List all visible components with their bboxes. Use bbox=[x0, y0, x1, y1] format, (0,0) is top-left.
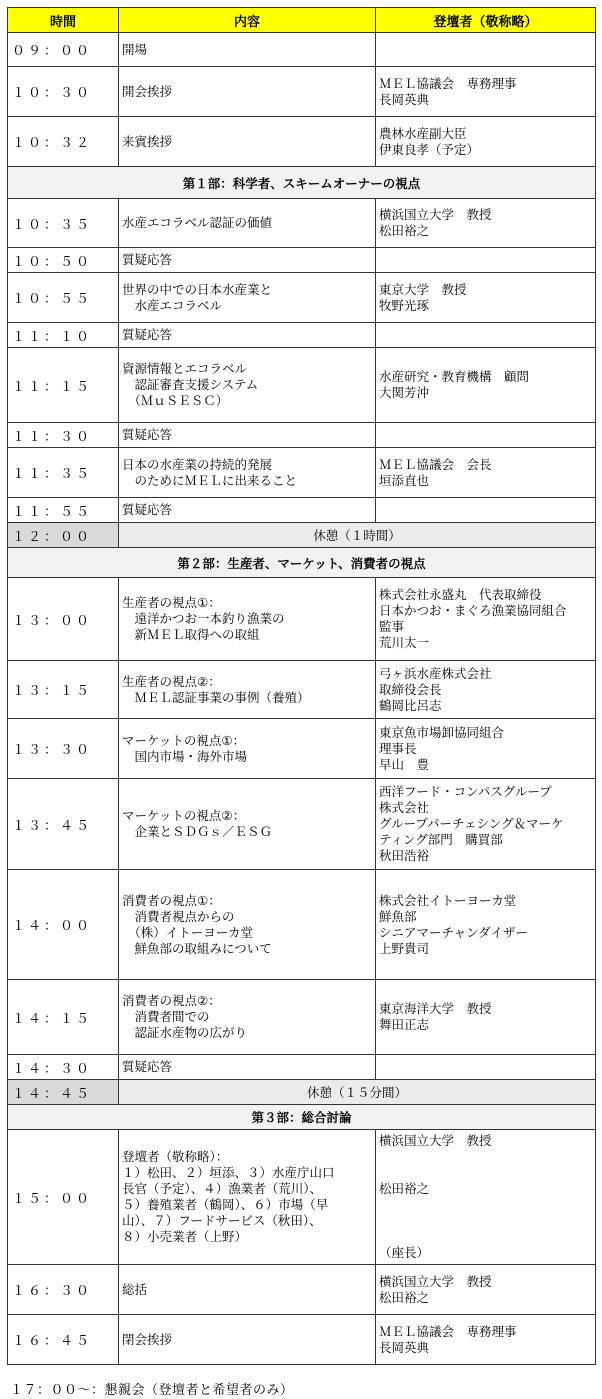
content-cell bbox=[119, 248, 376, 273]
speaker-line: ＭＥＬ協議会 専務理事 bbox=[379, 75, 517, 91]
schedule-row bbox=[8, 1130, 596, 1265]
time-cell: １０：３５ bbox=[8, 199, 119, 248]
schedule-row bbox=[8, 498, 596, 523]
speaker-cell bbox=[376, 1055, 596, 1080]
speaker-cell bbox=[376, 1130, 596, 1265]
content-cell bbox=[119, 199, 376, 248]
schedule-row bbox=[8, 199, 596, 248]
speaker-line: 秋田浩裕 bbox=[379, 848, 430, 863]
content-line: マーケットの視点①： bbox=[122, 732, 246, 748]
schedule-row bbox=[8, 980, 596, 1055]
schedule-row bbox=[8, 348, 596, 423]
content-cell bbox=[119, 980, 376, 1055]
content-cell bbox=[119, 1055, 376, 1080]
content-line: 鮮魚部の取組みについて bbox=[122, 940, 272, 956]
speaker-line: 長岡英典 bbox=[379, 1339, 430, 1355]
speaker-cell bbox=[376, 498, 596, 523]
speaker-line: 株式会社イトーヨーカ堂 bbox=[379, 892, 517, 908]
schedule-row bbox=[8, 323, 596, 348]
header-time: 時間 bbox=[8, 8, 119, 33]
content-cell bbox=[119, 1130, 376, 1265]
schedule-row bbox=[8, 248, 596, 273]
content-cell bbox=[119, 1265, 376, 1315]
content-line: 企業とＳＤＧｓ／ＥＳＧ bbox=[122, 824, 273, 839]
speaker-line: 日本かつお・まぐろ漁業協同組合 bbox=[379, 603, 567, 618]
content-cell bbox=[119, 348, 376, 423]
content-line: 国内市場・海外市場 bbox=[122, 748, 248, 764]
schedule-row bbox=[8, 67, 596, 117]
schedule-row bbox=[8, 661, 596, 719]
time-cell: １６：４５ bbox=[8, 1315, 119, 1365]
time-cell: １０：５０ bbox=[8, 248, 119, 273]
time-cell: １４：１５ bbox=[8, 980, 119, 1055]
content-line: 生産者の視点①： bbox=[122, 595, 221, 610]
speaker-line: 東京海洋大学 教授 bbox=[379, 1001, 492, 1016]
content-cell bbox=[119, 719, 376, 779]
content-cell bbox=[119, 323, 376, 348]
speaker-line: 弓ヶ浜水産株式会社 bbox=[379, 665, 492, 681]
speaker-cell bbox=[376, 661, 596, 719]
content-cell bbox=[119, 578, 376, 661]
time-cell: １２：００ bbox=[8, 523, 119, 548]
footer-note: １７：００～：懇親会（登壇者と希望者のみ） bbox=[10, 1383, 294, 1398]
speaker-cell bbox=[376, 199, 596, 248]
time-cell: １０：５５ bbox=[8, 273, 119, 323]
content-line: 生産者の視点②： bbox=[122, 673, 221, 689]
content-line: 遠洋かつお一本釣り漁業の bbox=[122, 611, 285, 626]
time-cell: １４：３０ bbox=[8, 1055, 119, 1080]
time-cell: １６：３０ bbox=[8, 1265, 119, 1315]
speaker-cell bbox=[376, 448, 596, 498]
content-line: 世界の中での日本水産業と bbox=[122, 281, 273, 297]
speaker-line: 株式会社永盛丸 代表取締役 bbox=[379, 587, 542, 602]
speaker-line: 株式会社 bbox=[379, 800, 430, 815]
content-cell bbox=[119, 448, 376, 498]
content-line: 消費者視点からの bbox=[122, 908, 235, 924]
content-line: 水産エコラベル bbox=[122, 297, 223, 313]
speaker-line: 水産研究・教育機構 顧問 bbox=[379, 369, 530, 384]
content-cell bbox=[119, 423, 376, 448]
content-line: のためにＭＥＬに出来ること bbox=[122, 472, 298, 488]
speaker-cell bbox=[376, 33, 596, 67]
break-row bbox=[8, 1080, 596, 1105]
speaker-cell bbox=[376, 67, 596, 117]
speaker-line: 横浜国立大学 教授 bbox=[379, 207, 492, 222]
content-line: 認証審査支援システム bbox=[122, 377, 259, 392]
time-cell: １１：３５ bbox=[8, 448, 119, 498]
speaker-line: シニアマーチャンダイザー bbox=[379, 924, 528, 940]
time-cell: １１：３０ bbox=[8, 423, 119, 448]
break-label: 休憩（１時間） bbox=[119, 523, 596, 548]
schedule-row bbox=[8, 33, 596, 67]
header-content: 内容 bbox=[119, 8, 376, 33]
speaker-line: 松田裕之 bbox=[379, 1289, 430, 1305]
speaker-cell bbox=[376, 980, 596, 1055]
speaker-line: 牧野光琢 bbox=[379, 297, 430, 313]
speaker-line bbox=[379, 1165, 595, 1181]
speaker-line bbox=[379, 1213, 595, 1229]
speaker-line: 横浜国立大学 教授 bbox=[379, 1273, 492, 1289]
speaker-cell bbox=[376, 248, 596, 273]
schedule-row bbox=[8, 117, 596, 167]
speaker-line: 横浜国立大学 教授 bbox=[379, 1133, 492, 1148]
speaker-line: 垣添直也 bbox=[379, 472, 430, 488]
schedule-row bbox=[8, 1315, 596, 1365]
content-line: 新ＭＥＬ取得への取組 bbox=[122, 627, 260, 642]
content-line: 来賓挨拶 bbox=[122, 133, 173, 149]
content-cell bbox=[119, 661, 376, 719]
speaker-line: 長岡英典 bbox=[379, 91, 430, 107]
speaker-cell bbox=[376, 323, 596, 348]
schedule-body bbox=[8, 33, 596, 1365]
schedule-table bbox=[7, 7, 596, 1365]
time-cell: １４：４５ bbox=[8, 1080, 119, 1105]
content-cell bbox=[119, 498, 376, 523]
content-line: 消費者の視点②： bbox=[122, 993, 221, 1008]
speaker-line: 鮮魚部 bbox=[379, 908, 417, 924]
speaker-line bbox=[379, 1149, 595, 1165]
content-cell bbox=[119, 33, 376, 67]
content-line: 開会挨拶 bbox=[122, 83, 173, 99]
content-cell bbox=[119, 273, 376, 323]
content-line: 山）、７）フードサービス（秋田）、 bbox=[122, 1213, 322, 1228]
time-cell: ０９：００ bbox=[8, 33, 119, 67]
section-title: 第２部：生産者、マーケット、消費者の視点 bbox=[8, 548, 596, 578]
speaker-cell bbox=[376, 578, 596, 661]
speaker-cell bbox=[376, 1265, 596, 1315]
section-header-row bbox=[8, 1105, 596, 1130]
speaker-line: 早山 豊 bbox=[379, 756, 430, 772]
content-line: （ＭｕＳＥＳＣ） bbox=[122, 393, 229, 408]
section-header-row bbox=[8, 548, 596, 578]
speaker-line: グループパーチェシング＆マーケ bbox=[379, 816, 564, 831]
speaker-line: 松田裕之 bbox=[379, 1181, 430, 1196]
content-line: 閉会挨拶 bbox=[122, 1331, 173, 1347]
schedule-row bbox=[8, 1265, 596, 1315]
header-row bbox=[8, 8, 596, 33]
speaker-line: 荒川太一 bbox=[379, 635, 430, 650]
schedule-row bbox=[8, 448, 596, 498]
header-speakers: 登壇者（敬称略） bbox=[376, 8, 596, 33]
content-line: ５）養殖業者（鶴岡）、６）市場（早 bbox=[122, 1197, 329, 1212]
content-line: 質疑応答 bbox=[122, 327, 173, 342]
speaker-line: 監事 bbox=[379, 619, 405, 634]
speaker-cell bbox=[376, 1315, 596, 1365]
speaker-line: （座長） bbox=[379, 1245, 430, 1260]
speaker-cell bbox=[376, 348, 596, 423]
schedule-row bbox=[8, 578, 596, 661]
content-line: 消費者間での bbox=[122, 1009, 210, 1024]
break-label: 休憩（１５分間） bbox=[119, 1080, 596, 1105]
content-line: 質疑応答 bbox=[122, 1059, 173, 1074]
time-cell: １４：００ bbox=[8, 870, 119, 980]
time-cell: １１：５５ bbox=[8, 498, 119, 523]
speaker-line bbox=[379, 1197, 595, 1213]
speaker-line: 大関芳沖 bbox=[379, 385, 430, 400]
content-line: ＭＥＬ認証事業の事例（養殖） bbox=[122, 689, 310, 705]
speaker-line: 伊東良孝（予定） bbox=[379, 141, 480, 157]
content-line: 資源情報とエコラベル bbox=[122, 361, 248, 376]
schedule-row bbox=[8, 719, 596, 779]
schedule-row bbox=[8, 273, 596, 323]
content-cell bbox=[119, 67, 376, 117]
content-cell bbox=[119, 1315, 376, 1365]
content-line: 開場 bbox=[122, 41, 148, 57]
content-line: 日本の水産業の持続的発展 bbox=[122, 456, 273, 472]
speaker-cell bbox=[376, 117, 596, 167]
time-cell: １３：３０ bbox=[8, 719, 119, 779]
speaker-line: 東京大学 教授 bbox=[379, 281, 467, 297]
break-row bbox=[8, 523, 596, 548]
content-line: 質疑応答 bbox=[122, 252, 173, 267]
content-line: １）松田、２）垣添、３）水産庁山口 bbox=[122, 1165, 335, 1180]
content-line: （株）イトーヨーカ堂 bbox=[122, 924, 254, 940]
content-line: ８）小売業者（上野） bbox=[122, 1229, 248, 1244]
speaker-line: ＭＥＬ協議会 専務理事 bbox=[379, 1323, 517, 1339]
speaker-cell bbox=[376, 719, 596, 779]
speaker-line: 西洋フード・コンパスグループ bbox=[379, 784, 552, 799]
time-cell: １０：３０ bbox=[8, 67, 119, 117]
speaker-line: 取締役会長 bbox=[379, 681, 442, 697]
content-cell bbox=[119, 870, 376, 980]
schedule-row bbox=[8, 870, 596, 980]
schedule-row bbox=[8, 779, 596, 870]
speaker-cell bbox=[376, 273, 596, 323]
section-title: 第３部：総合討論 bbox=[8, 1105, 596, 1130]
content-line: 質疑応答 bbox=[122, 427, 173, 442]
speaker-cell bbox=[376, 423, 596, 448]
time-cell: １０：３２ bbox=[8, 117, 119, 167]
content-line: 認証水産物の広がり bbox=[122, 1025, 248, 1040]
time-cell: １５：００ bbox=[8, 1130, 119, 1265]
section-header-row bbox=[8, 167, 596, 199]
section-title: 第１部：科学者、スキームオーナーの視点 bbox=[8, 167, 596, 199]
speaker-line: 鶴岡比呂志 bbox=[379, 697, 442, 713]
speaker-cell bbox=[376, 779, 596, 870]
content-line: 長官（予定）、４）漁業者（荒川）、 bbox=[122, 1181, 323, 1196]
time-cell: １３：４５ bbox=[8, 779, 119, 870]
time-cell: １１：１５ bbox=[8, 348, 119, 423]
schedule-row bbox=[8, 423, 596, 448]
speaker-line bbox=[379, 1229, 595, 1245]
content-line: 登壇者（敬称略）： bbox=[122, 1149, 229, 1164]
content-cell bbox=[119, 779, 376, 870]
content-line: 消費者の視点①： bbox=[122, 892, 221, 908]
speaker-line: 理事長 bbox=[379, 740, 417, 756]
time-cell: １１：１０ bbox=[8, 323, 119, 348]
speaker-line: 松田裕之 bbox=[379, 223, 430, 238]
speaker-cell bbox=[376, 870, 596, 980]
speaker-line: 舞田正志 bbox=[379, 1017, 430, 1032]
speaker-line: 農林水産副大臣 bbox=[379, 125, 467, 141]
time-cell: １３：００ bbox=[8, 578, 119, 661]
speaker-line: 東京魚市場卸協同組合 bbox=[379, 724, 505, 740]
content-line: 総括 bbox=[122, 1281, 148, 1297]
speaker-line: ティング部門 購買部 bbox=[379, 832, 503, 847]
content-line: 水産エコラベル認証の価値 bbox=[122, 215, 273, 230]
content-cell bbox=[119, 117, 376, 167]
content-line: 質疑応答 bbox=[122, 502, 173, 517]
speaker-line: 上野貴司 bbox=[379, 940, 430, 956]
content-line: マーケットの視点②： bbox=[122, 808, 246, 823]
speaker-line: ＭＥＬ協議会 会長 bbox=[379, 456, 492, 472]
time-cell: １３：１５ bbox=[8, 661, 119, 719]
schedule-row bbox=[8, 1055, 596, 1080]
